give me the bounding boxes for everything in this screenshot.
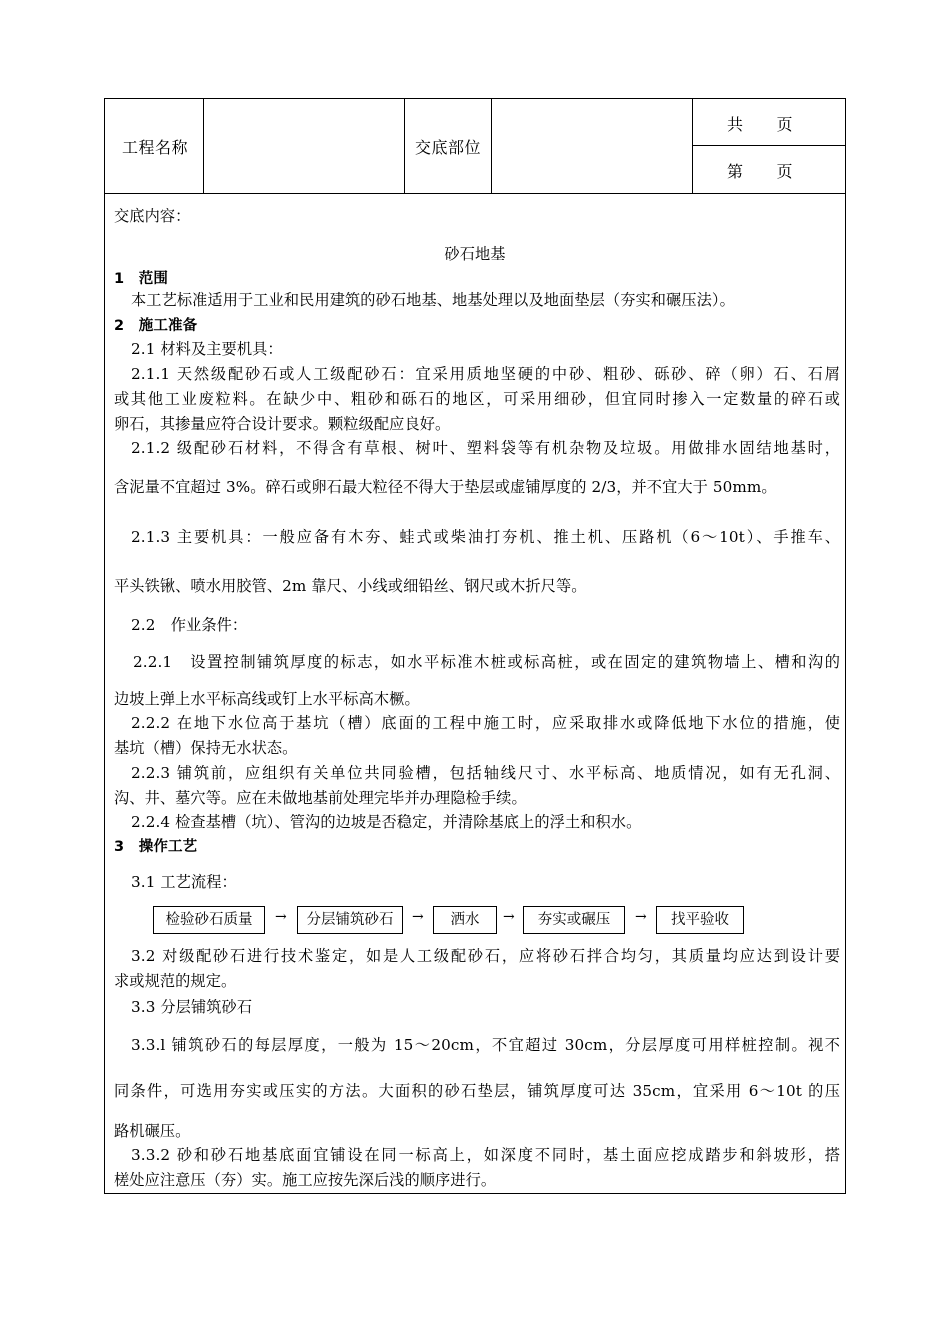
section-2-2-1-line2: 边坡上弹上水平标高线或钉上水平标高木橛。 [114, 690, 420, 708]
project-name-label: 工程名称 [122, 138, 189, 157]
section-2-2-2-line1: 2.2.2 在地下水位高于基坑（槽）底面的工程中施工时，应采取排水或降低地下水位的措施，使 [131, 714, 840, 732]
section-2-1-1-line3: 卵石，其掺量应符合设计要求。颗粒级配应良好。 [114, 415, 451, 433]
section-2-2-2-line2: 基坑（槽）保持无水状态。 [114, 739, 298, 757]
section-3-3-1-line3: 路机碾压。 [114, 1122, 191, 1140]
section-2-1-3-line1: 2.1.3 主要机具：一般应备有木夯、蛙式或柴油打夯机、推土机、压路机（6～10t）、手推车、 [131, 528, 840, 546]
section-2-2-3-line2: 沟、井、墓穴等。应在未做地基前处理完毕并办理隐检手续。 [114, 789, 527, 807]
section-3-3-2-line1: 3.3.2 砂和砂石地基底面宜铺设在同一标高上，如深度不同时，基土面应挖成踏步和斜坡形，搭 [131, 1146, 840, 1164]
section-2-1-1-line2: 或其他工业废粒料。在缺少中、粗砂和砾石的地区，可采用细砂，但宜同时掺入一定数量的碎石或 [114, 390, 840, 408]
form-header [105, 99, 845, 194]
location-label: 交底部位 [415, 138, 482, 157]
section-2-1-2-line2: 含泥量不宜超过 3%。碎石或卵石最大粒径不得大于垫层或虚铺厚度的 2/3，并不宜大于 50mm。 [114, 478, 777, 496]
intro-label: 交底内容： [114, 207, 191, 225]
arrow-icon: → [635, 909, 647, 925]
section-3-heading: 3 操作工艺 [114, 839, 198, 855]
section-3-2-line1: 3.2 对级配砂石进行技术鉴定，如是人工级配砂石，应将砂石拌合均匀，其质量均应达到设计要 [131, 947, 840, 965]
section-2-1-2-line1: 2.1.2 级配砂石材料，不得含有草根、树叶、塑料袋等有机杂物及垃圾。用做排水固结地基时， [131, 439, 840, 457]
section-2-heading: 2 施工准备 [114, 318, 198, 334]
flow-step-compact: 夯实或碾压 [523, 906, 625, 934]
section-2-2-3-line1: 2.2.3 铺筑前，应组织有关单位共同验槽，包括轴线尺寸、水平标高、地质情况，如有无孔洞、 [131, 764, 840, 782]
document-title: 砂石地基 [444, 245, 506, 263]
section-3-3: 3.3 分层铺筑砂石 [131, 998, 253, 1016]
section-3-3-2-line2: 槎处应注意压（夯）实。施工应按先深后浅的顺序进行。 [114, 1171, 497, 1189]
arrow-icon: → [275, 909, 287, 925]
divider [203, 99, 204, 193]
flow-step-inspect: 检验砂石质量 [153, 906, 265, 934]
section-2-2-1-line1: 2.2.1 设置控制铺筑厚度的标志，如水平标准木桩或标高桩，或在固定的建筑物墙上、槽和沟的 [133, 653, 840, 671]
divider [692, 99, 693, 193]
flow-step-level: 找平验收 [656, 906, 744, 934]
flow-step-water: 洒水 [433, 906, 497, 934]
arrow-icon: → [412, 909, 424, 925]
section-3-3-1-line1: 3.3.l 铺筑砂石的每层厚度，一般为 15～20cm，不宜超过 30cm，分层厚度可用样桩控制。视不 [131, 1036, 840, 1054]
divider [491, 99, 492, 193]
arrow-icon: → [503, 909, 515, 925]
section-3-1: 3.1 工艺流程： [131, 873, 237, 891]
flow-step-layer: 分层铺筑砂石 [297, 906, 403, 934]
section-2-2-4: 2.2.4 检查基槽（坑）、管沟的边坡是否稳定，并清除基底上的浮土和积水。 [131, 813, 642, 831]
section-2-2: 2.2 作业条件： [131, 616, 248, 634]
divider [692, 145, 845, 146]
divider [404, 99, 405, 193]
section-1-heading: 1 范围 [114, 271, 168, 287]
page-number-label: 第 页 [727, 162, 794, 181]
total-pages-label: 共 页 [727, 115, 794, 134]
section-3-2-line2: 求或规范的规定。 [114, 972, 237, 990]
process-flowchart [105, 906, 845, 934]
section-3-3-1-line2: 同条件，可选用夯实或压实的方法。大面积的砂石垫层，铺筑厚度可达 35cm，宜采用 6～10t 的压 [114, 1082, 840, 1100]
disclosure-form [104, 98, 846, 1194]
section-2-1: 2.1 材料及主要机具： [131, 340, 283, 358]
section-2-1-1-line1: 2.1.1 天然级配砂石或人工级配砂石：宜采用质地坚硬的中砂、粗砂、砾砂、碎（卵）石、石屑 [131, 365, 840, 383]
section-2-1-3-line2: 平头铁锹、喷水用胶管、2m 靠尺、小线或细铅丝、钢尺或木折尺等。 [114, 577, 587, 595]
section-1-text: 本工艺标准适用于工业和民用建筑的砂石地基、地基处理以及地面垫层（夯实和碾压法）。 [131, 291, 735, 309]
